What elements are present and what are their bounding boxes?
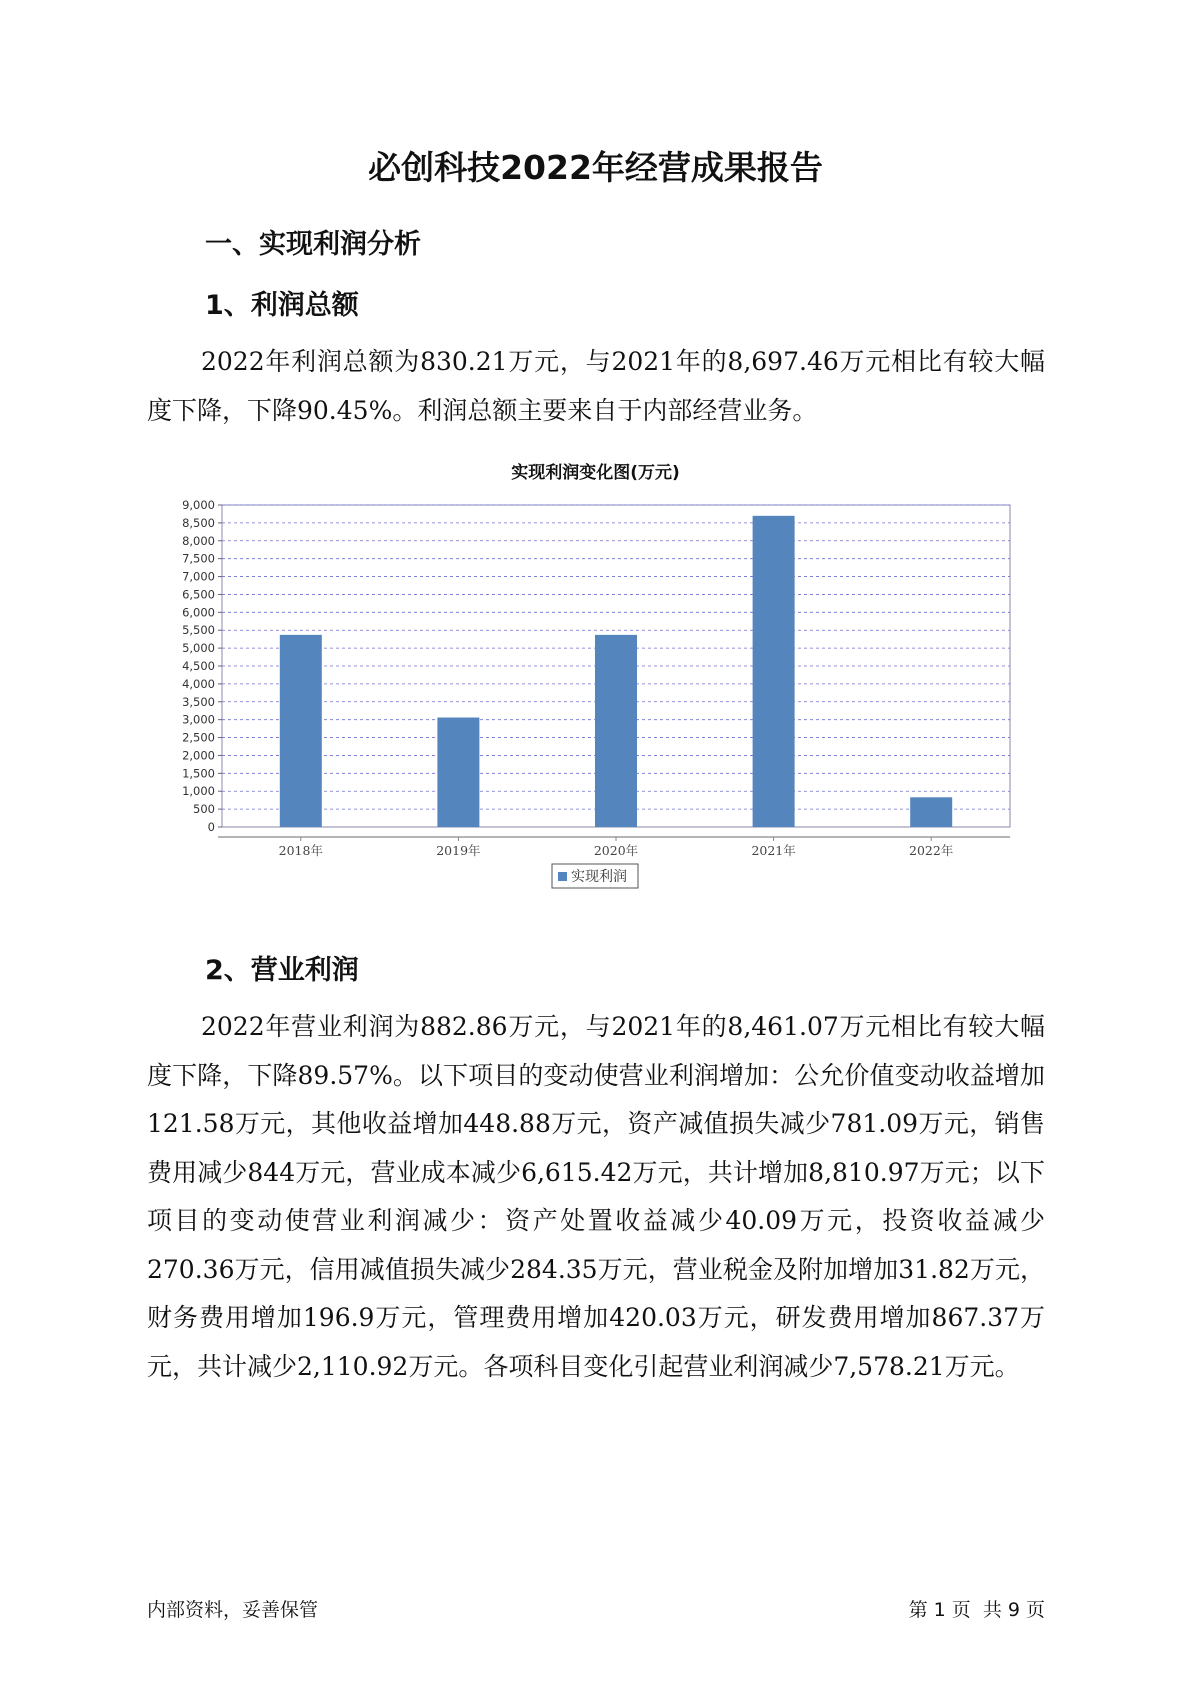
page-title: 必创科技2022年经营成果报告	[368, 148, 823, 187]
x-tick-label: 2018年	[278, 843, 323, 858]
y-tick-label: 7,500	[182, 551, 215, 566]
y-tick-label: 7,000	[182, 569, 215, 584]
y-tick-label: 6,500	[182, 587, 215, 602]
legend-swatch	[558, 872, 567, 881]
y-tick-label: 3,000	[182, 712, 215, 727]
profit-bar-chart	[160, 490, 1040, 910]
subsection-heading-total-profit: 1、利润总额	[205, 290, 359, 321]
subsection-heading-operating-profit: 2、营业利润	[205, 955, 359, 986]
y-tick-label: 4,000	[182, 676, 215, 691]
y-tick-label: 9,000	[182, 498, 215, 512]
y-tick-label: 3,500	[182, 694, 215, 709]
paragraph-total-profit: 2022年利润总额为830.21万元，与2021年的8,697.46万元相比有较大幅度下降，下降90.45%。利润总额主要来自于内部经营业务。	[147, 347, 1045, 425]
legend-label: 实现利润	[571, 869, 627, 885]
y-tick-label: 8,000	[182, 533, 215, 548]
bar-2020年	[595, 635, 637, 827]
y-tick-label: 5,000	[182, 641, 215, 656]
bar-2018年	[280, 635, 322, 827]
bar-2019年	[437, 718, 479, 827]
paragraph-operating-profit: 2022年营业利润为882.86万元，与2021年的8,461.07万元相比有较大幅度下降，下降89.57%。以下项目的变动使营业利润增加：公允价值变动收益增加121.58万元，其他收益增加448.88万元，资产减值损失减少781.09万元，销售费用减少844万元，营业成本减少6,615.42万元，共计增加8,810.97万元；以下项目的变动使营业利润减少：资产处置收益减少40.09万元，投资收益减少270.36万元，信用减值损失减少284.35万元，营业税金及附加增加31.82万元，财务费用增加196.9万元，管理费用增加420.03万元，研发费用增加867.37万元，共计减少2,110.92万元。各项科目变化引起营业利润减少7,578.21万元。	[147, 1012, 1045, 1381]
chart-title: 实现利润变化图(万元)	[511, 463, 680, 483]
y-tick-label: 0	[207, 820, 215, 834]
y-tick-label: 2,500	[182, 730, 215, 745]
x-tick-label: 2020年	[593, 843, 639, 858]
bar-2022年	[910, 797, 952, 827]
section-heading-profit-analysis: 一、实现利润分析	[205, 229, 421, 260]
y-tick-label: 8,500	[182, 515, 215, 530]
y-tick-label: 1,500	[182, 766, 215, 781]
y-tick-label: 4,500	[182, 659, 215, 673]
x-tick-label: 2021年	[751, 843, 796, 858]
y-tick-label: 6,000	[182, 605, 215, 620]
chart-legend	[552, 864, 638, 888]
y-tick-label: 500	[193, 802, 215, 817]
y-tick-label: 2,000	[182, 748, 215, 763]
footer-page-number: 第 1 页 共 9 页	[908, 1599, 1045, 1621]
x-tick-label: 2019年	[436, 843, 481, 858]
y-tick-label: 1,000	[182, 784, 215, 799]
y-tick-label: 5,500	[182, 623, 215, 638]
footer-confidential-note: 内部资料，妥善保管	[147, 1599, 319, 1621]
x-tick-label: 2022年	[909, 843, 954, 858]
bar-2021年	[753, 516, 795, 827]
